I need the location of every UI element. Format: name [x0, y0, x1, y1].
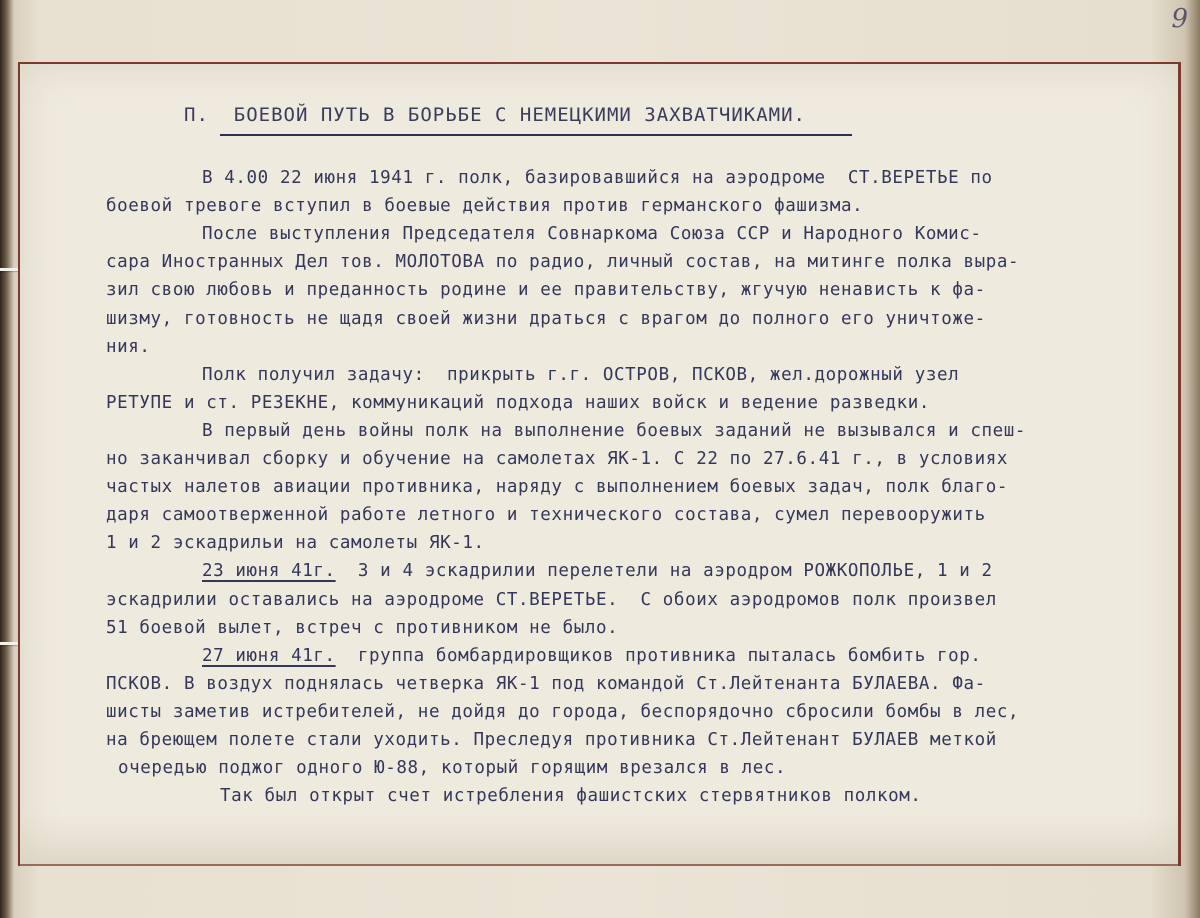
line-text: 3 и 4 эскадрилии перелетели на аэродром РОЖКОПОЛЬЕ, 1 и 2 [335, 561, 993, 582]
text-line [106, 726, 997, 754]
text-line [106, 614, 618, 642]
text-line [106, 305, 986, 333]
section-numeral: П. [184, 104, 209, 126]
line-text: 1 и 2 эскадрильи на самолеты ЯК-1. [106, 533, 485, 554]
line-text: ПСКОВ. В воздух поднялась четверка ЯК-1 под командой Ст.Лейтенанта БУЛАЕВА. Фа- [106, 673, 986, 694]
line-text: частых налетов авиации противника, наряду с выполнением боевых задач, полк благо- [106, 477, 1009, 498]
line-text: Так был открыт счет истребления фашистских стервятников полком. [220, 786, 922, 807]
line-text: Полк получил задачу: прикрыть г.г. ОСТРОВ, ПСКОВ, жел.дорожный узел [202, 364, 960, 385]
text-line [106, 333, 151, 361]
text-line [202, 557, 993, 585]
text-line [106, 248, 1019, 276]
text-line [202, 642, 982, 670]
line-text: группа бомбардировщиков противника пыталась бомбить гор. [335, 645, 982, 666]
section-heading [184, 104, 806, 126]
text-line [106, 473, 1008, 501]
line-text: но заканчивал сборку и обучение на самолетах ЯК-1. С 22 по 27.6.41 г., в условиях [106, 449, 1009, 469]
text-line [202, 417, 1026, 445]
line-text: После выступления Председателя Совнаркома Союза ССР и Народного Комис- [202, 224, 982, 245]
heading-underline [220, 134, 852, 136]
text-line [106, 501, 986, 529]
line-text: боевой тревоге вступил в боевые действия против германского фашизма. [106, 196, 864, 217]
line-text: эскадрилии оставались на аэродроме СТ.ВЕРЕТЬЕ. С обоих аэродромов полк произвел [106, 589, 997, 610]
line-text: сара Иностранных Дел тов. МОЛОТОВА по радио, личный состав, на митинге полка выра- [106, 252, 1020, 273]
line-text: зил свою любовь и преданность родине и ее правительству, жгучую ненависть к фа- [106, 280, 986, 301]
text-line [220, 782, 922, 810]
section-title: БОЕВОЙ ПУТЬ В БОРЬБЕ С НЕМЕЦКИМИ ЗАХВАТЧИКАМИ. [233, 104, 806, 126]
line-text: на бреющем полете стали уходить. Преследуя противника Ст.Лейтенант БУЛАЕВ меткой [106, 730, 997, 750]
page-number: 9 [1171, 4, 1188, 34]
text-line [106, 529, 485, 557]
text-line [202, 361, 959, 389]
text-line [106, 698, 1019, 726]
line-text: В 4.00 22 июня 1941 г. полк, базировавшийся на аэродроме СТ.ВЕРЕТЬЕ по [202, 168, 993, 188]
date-label: 27 июня 41г. [202, 645, 336, 666]
text-line [106, 445, 1008, 473]
typed-sheet [18, 62, 1181, 866]
line-text: ния. [106, 336, 151, 357]
line-text: шисты заметив истребителей, не дойдя до города, беспорядочно сбросили бомбы в лес, [106, 701, 1020, 722]
text-line [106, 389, 930, 417]
line-text: В первый день войны полк на выполнение боевых заданий не вызывался и спеш- [202, 420, 1027, 441]
text-line [202, 220, 982, 248]
date-label: 23 июня 41г. [202, 561, 336, 582]
line-text: шизму, готовность не щадя своей жизни драться с врагом до полного его уничтоже- [106, 308, 986, 329]
text-line [106, 586, 997, 614]
text-line [106, 276, 986, 304]
text-line [106, 670, 986, 698]
line-text: РЕТУПЕ и ст. РЕЗЕКНЕ, коммуникаций подхода наших войск и ведение разведки. [106, 392, 931, 413]
text-line [202, 164, 993, 192]
line-text: даря самоотверженной работе летного и технического состава, сумел перевооружить [106, 505, 986, 526]
text-line [118, 754, 786, 782]
line-text: 51 боевой вылет, встреч с противником не было. [106, 617, 619, 638]
text-line [106, 192, 863, 220]
line-text: очередью поджог одного Ю-88, который горящим врезался в лес. [118, 758, 787, 779]
